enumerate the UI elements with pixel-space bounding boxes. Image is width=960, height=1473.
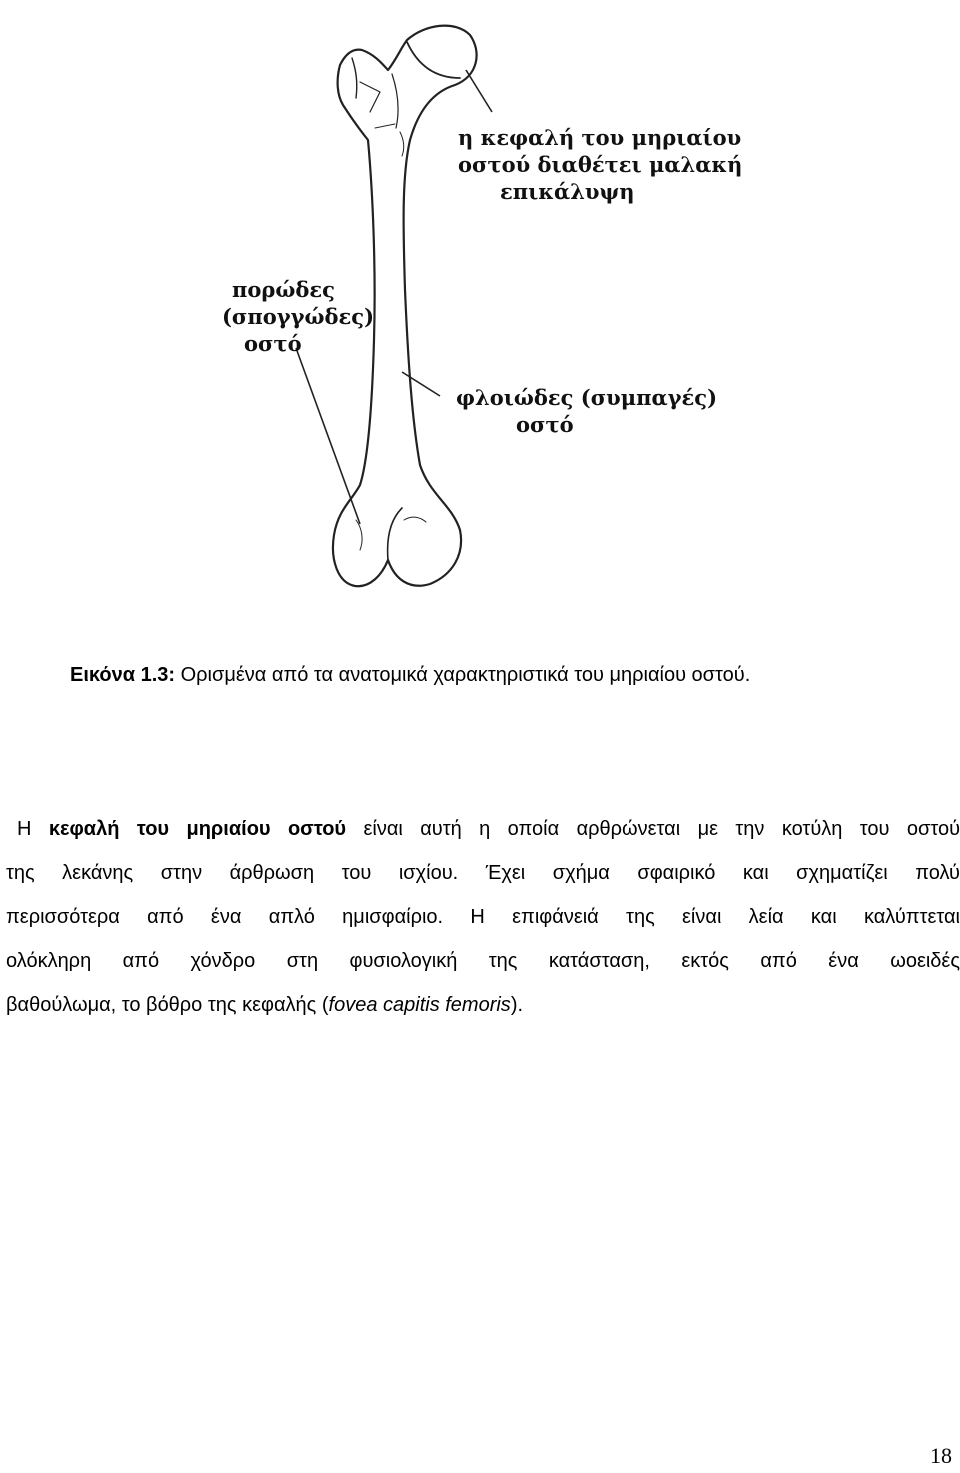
caption-text: Ορισμένα από τα ανατομικά χαρακτηριστικά του μηριαίου οστού.	[175, 664, 751, 686]
spongy-label-line-1: πορώδες	[232, 277, 335, 302]
femur-drawing	[0, 0, 960, 620]
figure-caption	[70, 661, 750, 689]
body-paragraph	[6, 815, 960, 1035]
femoral-head-term: κεφαλή του μηριαίου οστού	[48, 818, 347, 840]
spongy-label-line-2: (σπογγώδες)	[222, 304, 375, 329]
line-1-start: Η	[17, 818, 49, 840]
spongy-label-line-3: οστό	[244, 331, 302, 356]
line-5-end: ).	[510, 994, 524, 1016]
femoral-head-label	[458, 124, 742, 205]
compact-bone-label	[456, 384, 717, 438]
head-label-line-1: η κεφαλή του μηριαίου	[458, 125, 742, 150]
paragraph-line-3: περισσότερα από ένα απλό ημισφαίριο. Η επιφάνειά της είναι λεία και καλύπτεται	[6, 906, 960, 928]
femur-figure	[0, 0, 960, 620]
compact-label-line-2: οστό	[516, 412, 574, 437]
paragraph-line-1	[6, 815, 960, 859]
head-label-line-3: επικάλυψη	[500, 179, 635, 204]
line-1-end: είναι αυτή η οποία αρθρώνεται με την κοτύλη του οστού	[346, 818, 960, 840]
compact-label-line-1: φλοιώδες (συμπαγές)	[456, 385, 718, 410]
line-5-start: βαθούλωμα, το βόθρο της κεφαλής (	[6, 994, 329, 1016]
paragraph-line-5	[6, 991, 960, 1035]
page-number: 18	[930, 1443, 952, 1468]
paragraph-line-2: της λεκάνης στην άρθρωση του ισχίου. Έχει σχήμα σφαιρικό και σχηματίζει πολύ	[6, 862, 960, 884]
spongy-bone-label	[222, 276, 374, 357]
head-label-line-2: οστού διαθέτει μαλακή	[458, 152, 743, 177]
caption-prefix: Εικόνα 1.3:	[70, 664, 176, 686]
paragraph-line-4: ολόκληρη από χόνδρο στη φυσιολογική της κατάσταση, εκτός από ένα ωοειδές	[6, 950, 960, 972]
latin-term: fovea capitis femoris	[328, 994, 511, 1016]
